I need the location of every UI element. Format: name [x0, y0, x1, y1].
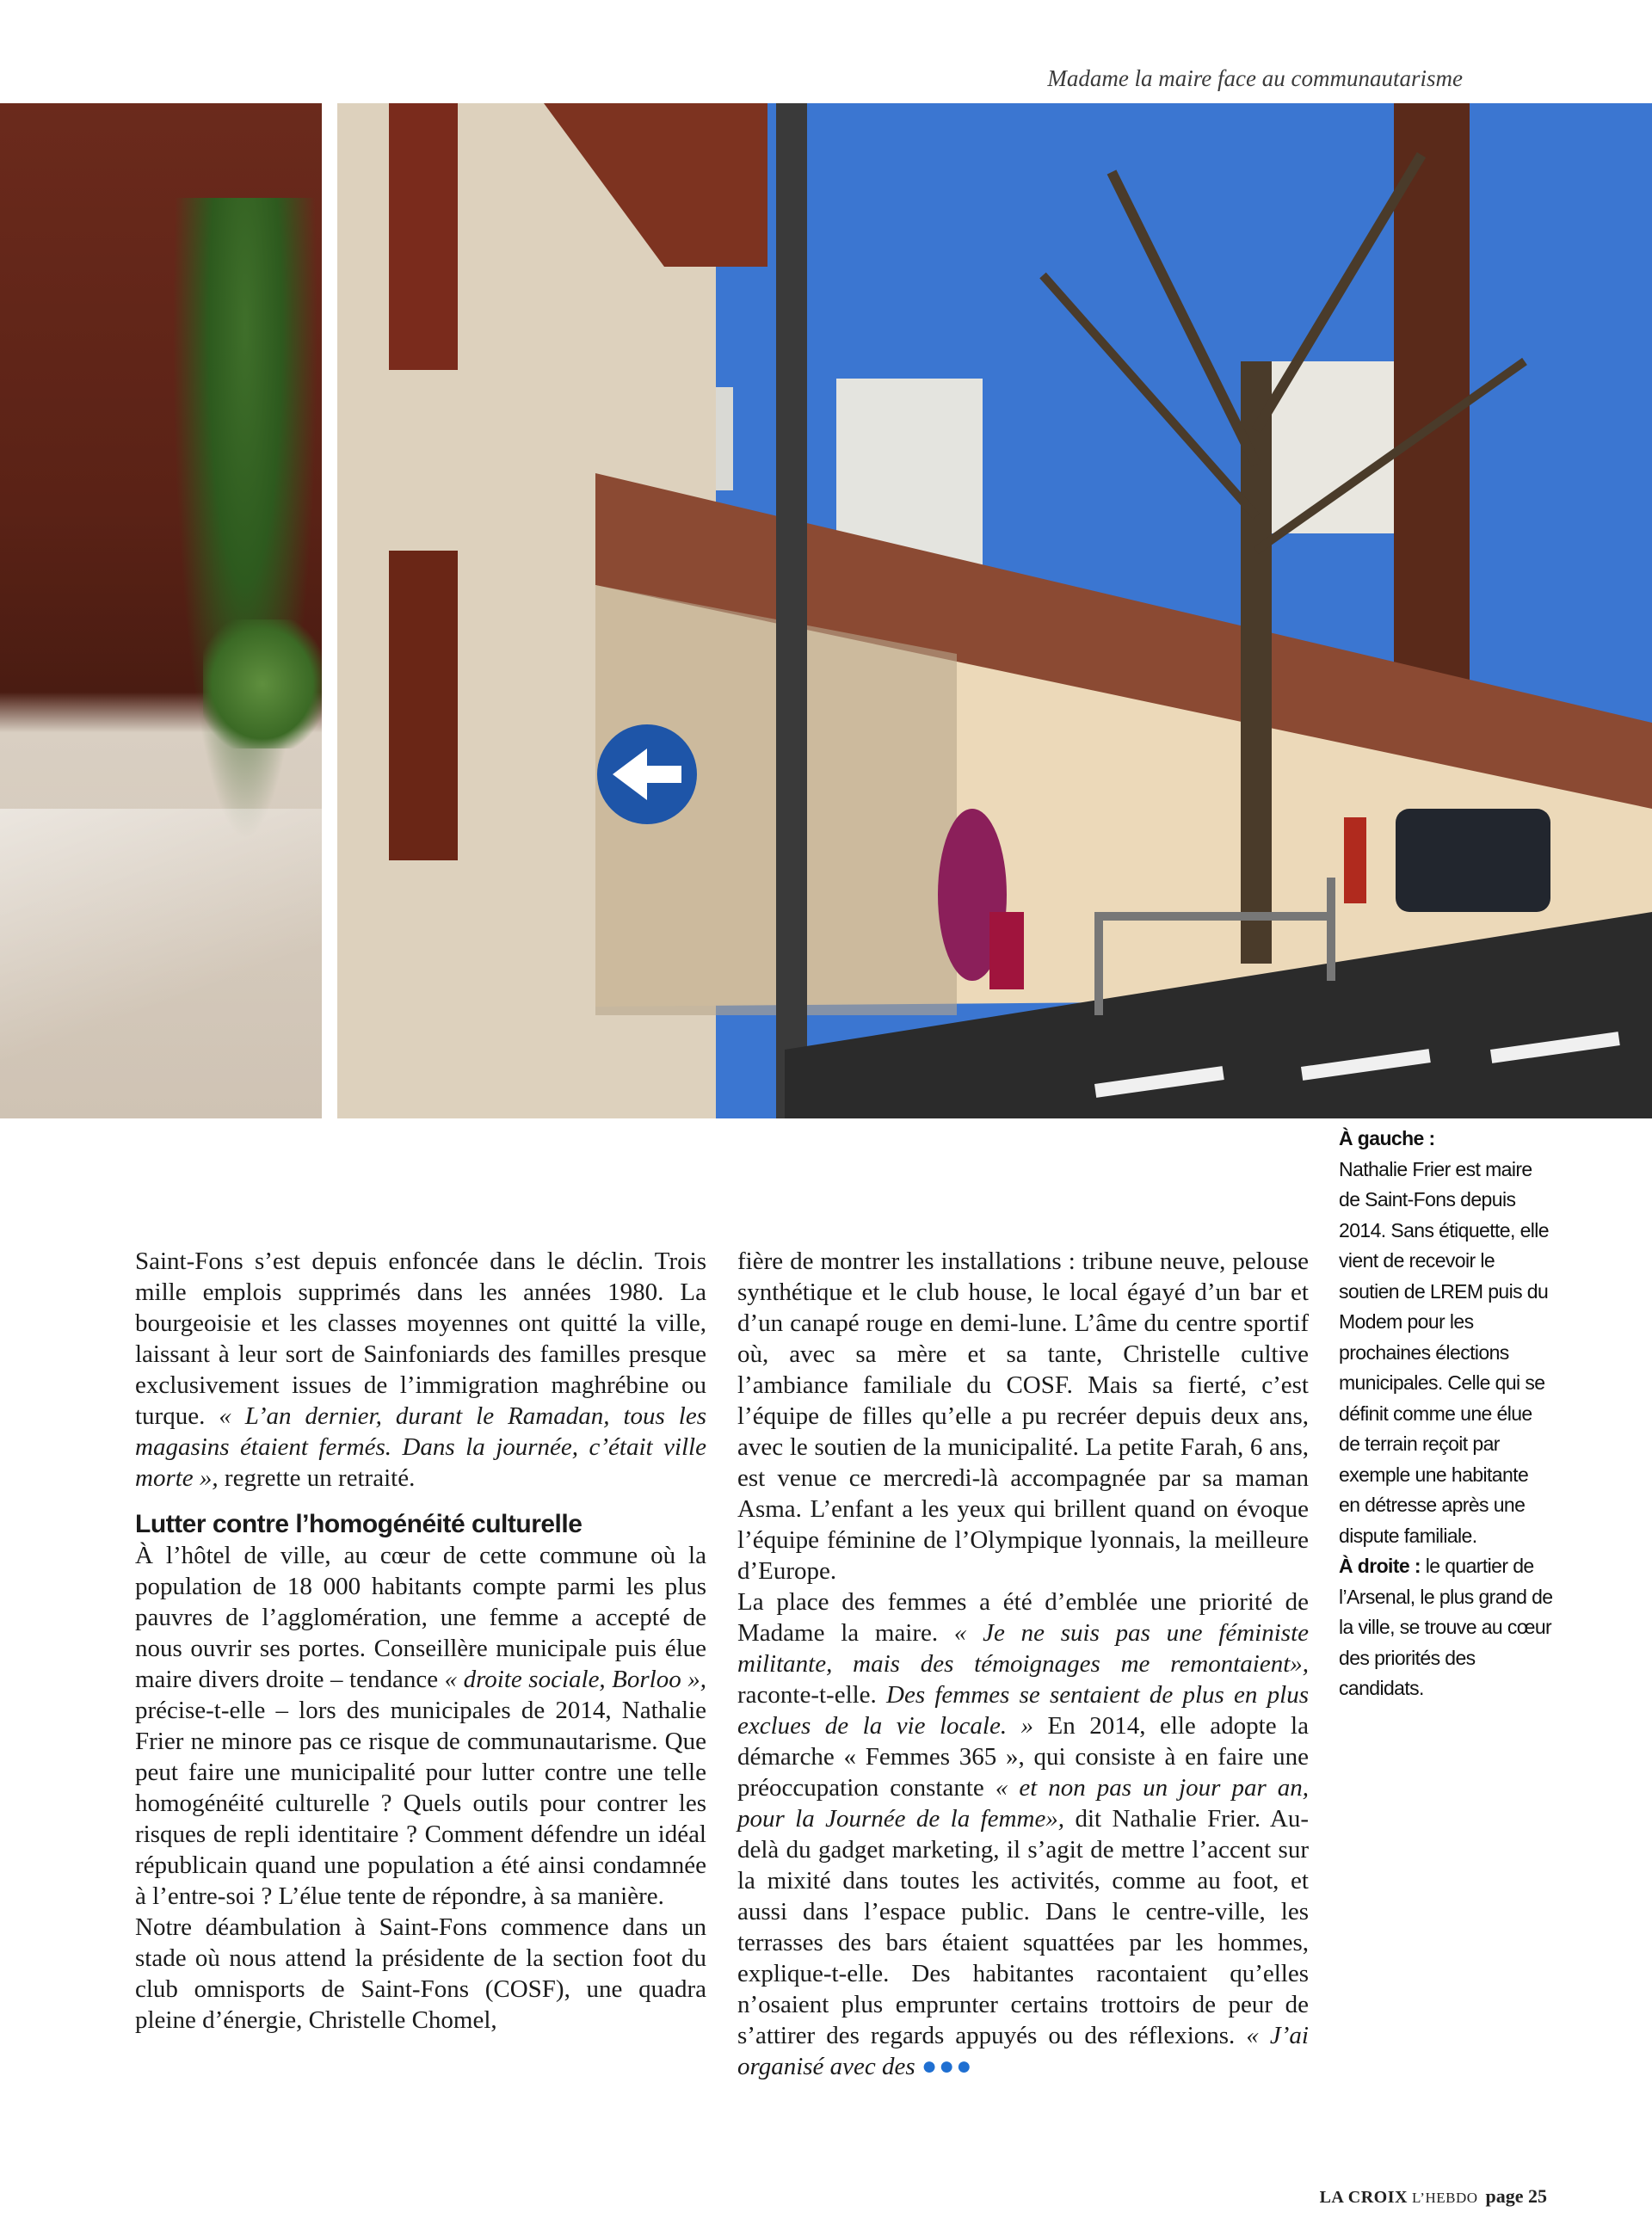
paragraph: Notre déambulation à Saint-Fons commence dans un stade où nous attend la présidente de la section foot du club omnisports de Saint-Fons (COSF), une quadra pleine d’énergie, Christelle Chomel, — [135, 1913, 706, 2034]
quote-text: « et non pas un jour par an, pour la Journée de la femme», — [737, 1774, 1310, 1833]
text-run: précise-t-elle – lors des municipales de 2014, Nathalie Frier ne minore pas ce risque de communautarisme. Que peut faire une municipalité pour lutter contre une telle homogénéité culturelle ? Quels outils pour contrer les risques de repli identitaire ? Comment défendre un idéal républicain quand une population a été ainsi condamnée à l’entre-soi ? L’élue tente de répondre, à sa manière. — [135, 1697, 706, 1910]
photo-left-interior — [0, 103, 322, 1118]
floor-shine — [0, 809, 322, 1118]
continue-marker-icon: ●●● — [921, 2052, 974, 2080]
page-folio — [1320, 2185, 1547, 2208]
text-run: regrette un retraité. — [224, 1464, 416, 1492]
publication-edition: L’HEBDO — [1411, 2190, 1478, 2206]
quote-text: « L’an dernier, durant le Ramadan, tous les magasins étaient fermés. Dans la journée, c’était ville morte », — [135, 1402, 706, 1492]
paragraph — [135, 1246, 706, 1494]
caption-text-right: le quartier de l’Arsenal, le plus grand de la ville, se trouve au cœur des priorités des candidats. — [1339, 1555, 1553, 1699]
plant-pot — [203, 619, 322, 749]
section-subhead: Lutter contre l’homogénéité culturelle — [135, 1510, 583, 1538]
paragraph — [737, 1586, 1309, 2082]
running-head: Madame la maire face au communautarisme — [1047, 65, 1463, 91]
quote-text: « droite sociale, Borloo », — [444, 1666, 706, 1693]
street-scene-illustration — [337, 103, 1652, 1118]
paragraph: fière de montrer les installations : tribune neuve, pelouse synthétique et le club house, le local égayé d’un bar et d’un canapé rouge en demi-lune. L’âme du centre sportif où, avec sa mère et sa tante, Christelle cultive l’ambiance familiale du COSF. Mais sa fierté, c’est l’équipe de filles qu’elle a pu recréer depuis deux ans, avec le soutien de la municipalité. La petite Farah, 6 ans, est venue ce mercredi-là accompagnée par sa maman Asma. L’enfant a les yeux qui brillent quand on évoque l’équipe féminine de l’Olympique lyonnais, la meilleure d’Europe. — [737, 1248, 1309, 1585]
caption-lead-left: À gauche : — [1339, 1127, 1435, 1149]
caption-right — [1339, 1551, 1554, 1704]
quote-text: Des femmes se sentaient de plus en plus exclues de la vie locale. » — [737, 1681, 1310, 1740]
caption-text-left: Nathalie Frier est maire de Saint-Fons depuis 2014. Sans étiquette, elle vient de recevoir le soutien de LREM puis du Modem pour les prochaines élections municipales. Celle qui se définit comme une élue de terrain reçoit par exemple une habitante en détresse après une dispute familiale. — [1339, 1157, 1549, 1547]
caption-lead-right: À droite : — [1339, 1555, 1426, 1577]
text-run: dit Nathalie Frier. Au-delà du gadget marketing, il s’agit de mettre l’accent sur la mixité dans toutes les activités, comme au foot, et aussi dans l’espace public. Dans le centre-ville, les terrasses des bars étaient squattées par les hommes, explique-t-elle. Des habitantes racontaient qu’elles n’osaient plus emprunter certains trottoirs de peur de s’attirer des regards appuyés ou des réflexions. — [737, 1805, 1309, 2049]
photo-street-scene — [337, 103, 1652, 1118]
quote-text: « Je ne suis pas une féministe militante, mais des témoignages me remontaient», — [737, 1619, 1309, 1678]
text-run: raconte-t-elle. — [737, 1681, 887, 1709]
text-run: À l’hôtel de ville, au cœur de cette commune où la population de 18 000 habitants compte parmi les plus pauvres de l’agglomération, une femme a accepté de nous ouvrir ses portes. Conseillère municipale puis élue maire divers droite – tendance — [135, 1542, 706, 1693]
photo-caption — [1339, 1124, 1554, 1704]
text-run: Saint-Fons s’est depuis enfoncée dans le déclin. Trois mille emplois supprimés dans les années 1980. La bourgeoisie et les classes moyennes ont quitté la ville, laissant à leur sort de Sainfoniards des familles presque exclusivement issues de l’immigration maghrébine ou turque. — [135, 1248, 706, 1430]
text-run: En 2014, elle adopte la démarche « Femmes 365 », qui consiste à en faire une préoccupation constante — [737, 1712, 1309, 1802]
paragraph — [135, 1540, 706, 1912]
quote-text: « J’ai organisé avec des — [737, 2022, 1309, 2080]
article-column-2 — [737, 1246, 1309, 2082]
page-number: page 25 — [1485, 2185, 1547, 2207]
text-run: La place des femmes a été d’emblée une priorité de Madame la maire. — [737, 1588, 1309, 1647]
article-column-1 — [135, 1246, 706, 2036]
publication-brand: LA CROIX — [1319, 2188, 1408, 2207]
